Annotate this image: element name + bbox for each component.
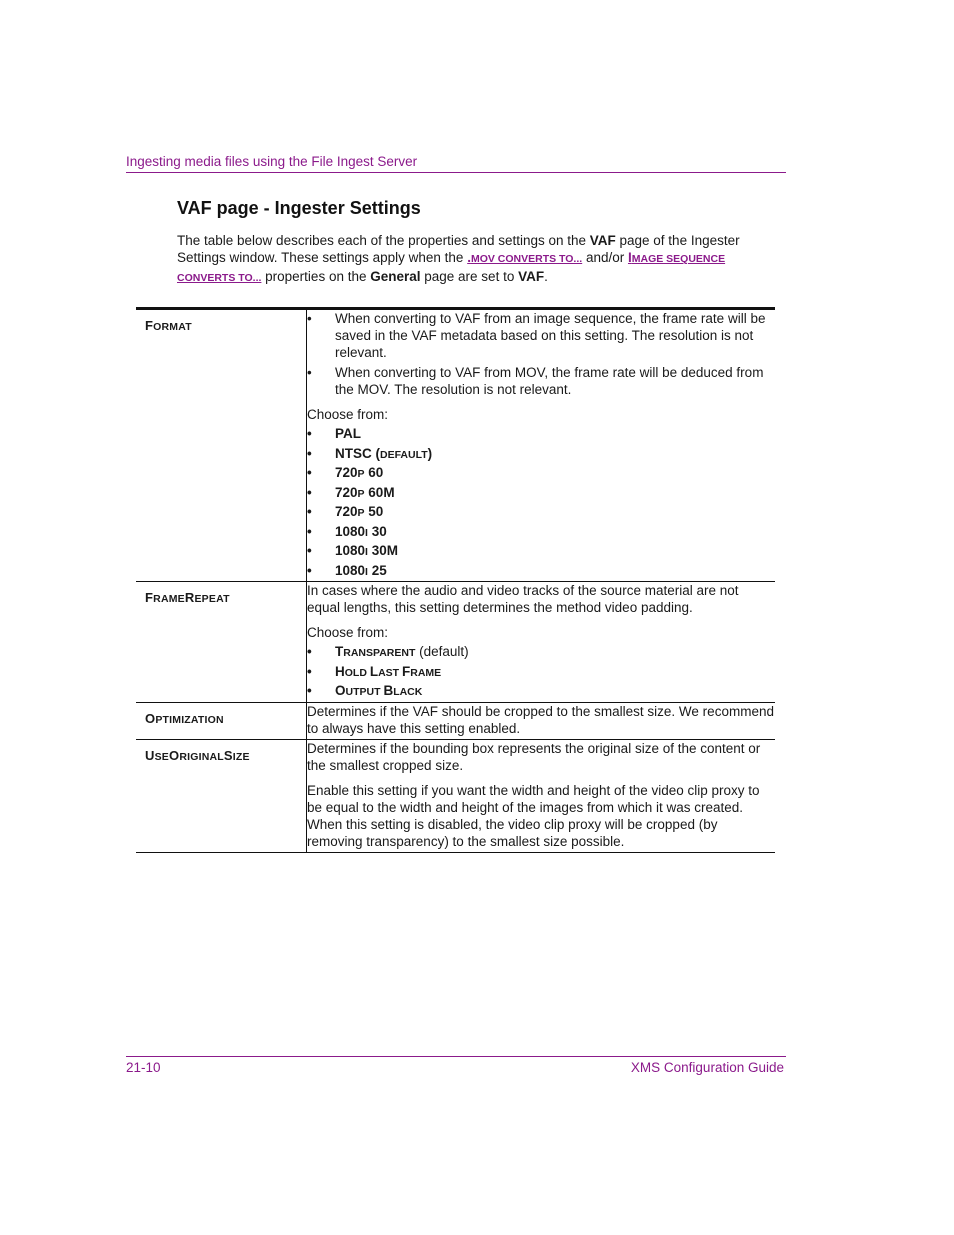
properties-table <box>136 307 775 853</box>
page-number: 21-10 <box>126 1060 161 1075</box>
framerepeat-options <box>307 643 775 702</box>
option-transparent: • TRANSPARENT (default) <box>307 643 775 663</box>
table-row-format <box>136 309 775 582</box>
option-hold-last-frame: • HOLD LAST FRAME <box>307 663 775 683</box>
book-title: XMS Configuration Guide <box>630 1060 784 1075</box>
property-name-framerepeat: FRAMEREPEAT <box>145 590 230 605</box>
table-row-useoriginalsize <box>136 739 775 852</box>
option-pal: • PAL <box>307 425 775 445</box>
option-ntsc: • NTSC (DEFAULT) <box>307 445 775 465</box>
choose-from-label: Choose from: <box>307 407 389 422</box>
image-sequence-converts-link[interactable]: IMAGE SEQUENCE CONVERTS TO... <box>177 250 726 284</box>
property-name-format: FORMAT <box>145 318 192 333</box>
option-1080i25: • 1080I 25 <box>307 562 775 582</box>
mov-converts-link[interactable]: .MOV CONVERTS TO... <box>467 250 583 265</box>
table-row-framerepeat <box>136 582 775 703</box>
list-item: • When converting to VAF from MOV, the frame rate will be deduced from the MOV. The resolution is not relevant. <box>307 364 775 398</box>
option-720p60: • 720P 60 <box>307 464 775 484</box>
option-720p60m: • 720P 60M <box>307 484 775 504</box>
format-options <box>307 425 775 581</box>
option-1080i30m: • 1080I 30M <box>307 542 775 562</box>
footer-rule <box>126 1056 786 1057</box>
property-desc-framerepeat: In cases where the audio and video tracks of the source material are not equal lengths, this setting determines the method video padding. Choose from: • TRANSPARENT (default) • HOLD LAST FRAME • OUTPUT BLACK <box>307 582 776 703</box>
property-desc-optimization: Determines if the VAF should be cropped to the smallest size. We recommend to always have this setting enabled. <box>307 702 776 739</box>
running-head: Ingesting media files using the File Ingest Server <box>126 154 418 169</box>
choose-from-label: Choose from: <box>307 625 389 640</box>
option-720p50: • 720P 50 <box>307 503 775 523</box>
property-desc-format <box>307 309 776 582</box>
property-name-optimization: OPTIMIZATION <box>145 710 224 726</box>
intro-paragraph: The table below describes each of the properties and settings on the VAF page of the Ingester Settings window. These settings apply when the .MOV CONVERTS TO... and/or IMAGE SEQUENCE CONVERTS TO... properties on the General page are set to VAF. <box>177 233 740 284</box>
option-output-black: • OUTPUT BLACK <box>307 682 775 702</box>
property-name-useoriginalsize: USEORIGINALSIZE <box>145 747 250 763</box>
property-desc-useoriginalsize: Determines if the bounding box represents the original size of the content or the smallest cropped size. Enable this setting if you want the width and height of the video clip proxy to be equal to the width and height of the images from which it was created. When this setting is disabled, the video clip proxy will be cropped (by removing transparency) to the smallest size possible. <box>307 739 776 852</box>
section-title: VAF page - Ingester Settings <box>177 198 421 218</box>
option-1080i30: • 1080I 30 <box>307 523 775 543</box>
header-rule <box>126 172 786 173</box>
list-item: • When converting to VAF from an image sequence, the frame rate will be saved in the VAF metadata based on this setting. The resolution is not relevant. <box>307 310 775 361</box>
table-row-optimization <box>136 702 775 739</box>
